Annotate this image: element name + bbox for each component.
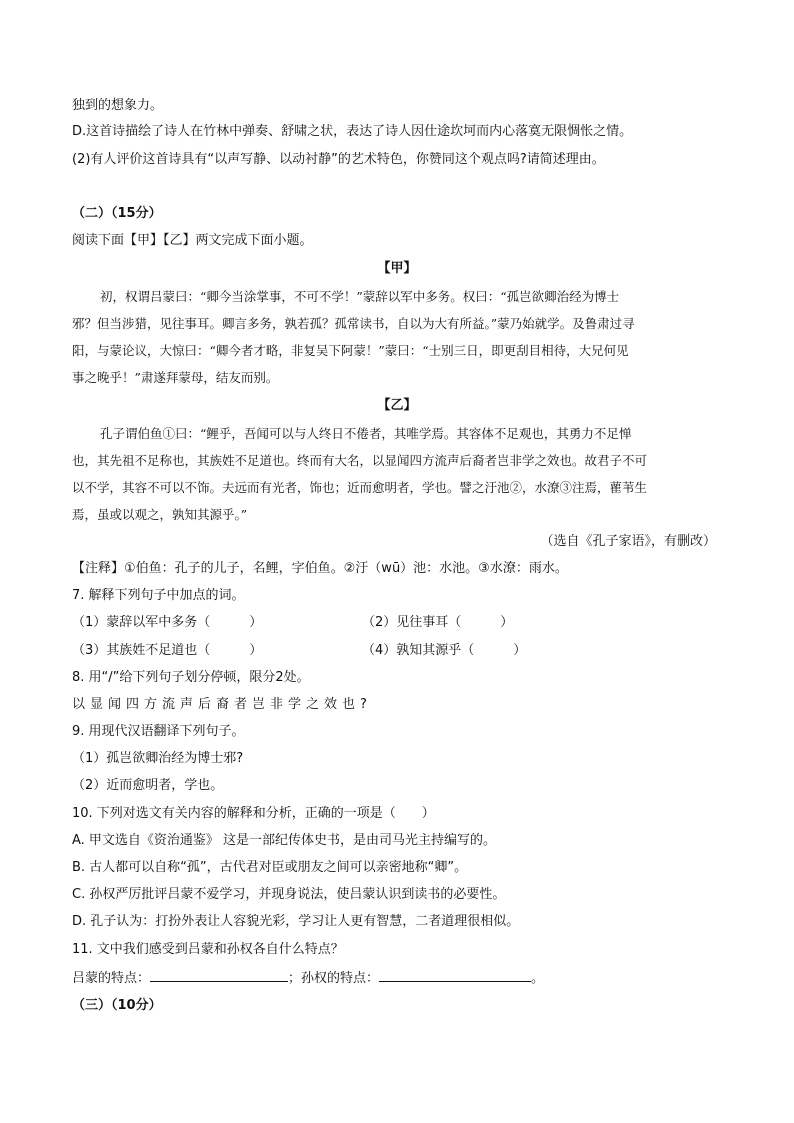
sunquan-answer-blank[interactable] — [379, 967, 531, 982]
passage-yi-title: 【乙】 — [377, 398, 417, 413]
question-7-item: （1）蒙辞以军中多务（ ） — [72, 615, 263, 630]
question-10-stem: 10. 下列对选文有关内容的解释和分析，正确的一项是（ ） — [72, 806, 435, 821]
end-punct: 。 — [531, 971, 545, 986]
passage-line: 邪？但当涉猎，见往事耳。卿言多务，孰若孤？孤常读书，自以为大有所益。”蒙乃始就学。及鲁肃过寻 — [72, 316, 635, 331]
passage-line: 初，权谓吕蒙曰：“卿今当涂掌事，不可不学！”蒙辞以军中多务。权曰：“孤岂欲卿治经为博士 — [100, 289, 620, 304]
question-8-sentence: 以显闻四方流声后裔者岂非学之效也? — [72, 697, 372, 712]
annotations: 【注释】①伯鱼：孔子的儿子，名鲤，字伯鱼。②汙（wū）池：水池。③水潦：雨水。 — [72, 561, 568, 576]
source-citation: （选自《孔子家语》，有删改） — [540, 534, 716, 549]
passage-line: 也，其先祖不足称也，其族姓不足道也。终而有大名，以显闻四方流声后裔者岂非学之效也。故君子不可 — [72, 453, 648, 468]
section-intro: 阅读下面【甲】【乙】两文完成下面小题。 — [72, 233, 313, 248]
passage-line: 事之晚乎！”肃遂拜蒙母，结友而别。 — [72, 370, 279, 385]
sunquan-label: ；孙权的特点： — [288, 971, 380, 986]
question-7-item: （4）孰知其源乎（ ） — [362, 643, 527, 658]
question-10-option-a: A. 甲文选自《资治通鉴》 这是一部纪传体史书，是由司马光主持编写的。 — [72, 833, 497, 848]
question-2-text: (2)有人评价这首诗具有“以声写静、以动衬静”的艺术特色，你赞同这个观点吗?请简述理由。 — [72, 152, 605, 167]
section-heading: （三）（10分） — [72, 998, 162, 1013]
question-11-stem: 11. 文中我们感受到吕蒙和孙权各自什么特点？ — [72, 942, 344, 957]
passage-line: 以不学，其容不可以不饰。夫远而有光者，饰也；近而愈明者，学也。譬之汙池②，水潦③注焉，雚苇生 — [72, 480, 648, 495]
passage-line: 阳，与蒙论议，大惊曰：“卿今者才略，非复吴下阿蒙！”蒙曰：“士别三日，即更刮目相待，大兄何见 — [72, 343, 629, 358]
question-7-item: （2）见往事耳（ ） — [362, 615, 514, 630]
text-line: 独到的想象力。 — [72, 98, 164, 113]
question-9-item: （1）孤岂欲卿治经为博士邪? — [72, 751, 244, 766]
option-d-text: D.这首诗描绘了诗人在竹林中弹奏、舒啸之状，表达了诗人因仕途坎坷而内心落寞无限惆怅之情。 — [72, 124, 633, 139]
question-10-option-b: B. 古人都可以自称“孤”，古代君对臣或朋友之间可以亲密地称“卿”。 — [72, 860, 468, 875]
question-9-stem: 9. 用现代汉语翻译下列句子。 — [72, 724, 245, 739]
passage-jia-title: 【甲】 — [377, 261, 417, 276]
question-10-option-c: C. 孙权严厉批评吕蒙不爱学习，并现身说法，使吕蒙认识到读书的必要性。 — [72, 887, 506, 902]
question-11-answer-line — [72, 967, 544, 989]
question-9-item: （2）近而愈明者，学也。 — [72, 778, 224, 793]
question-10-option-d: D. 孔子认为：打扮外表让人容貌光彩，学习让人更有智慧，二者道理很相似。 — [72, 914, 520, 929]
question-8-stem: 8. 用“/”给下列句子划分停顿，限分2处。 — [72, 670, 310, 685]
question-7-stem: 7. 解释下列句子中加点的词。 — [72, 588, 245, 603]
passage-line: 焉，虽或以观之，孰知其源乎。” — [72, 507, 248, 522]
section-heading: （二）（15分） — [72, 206, 162, 221]
lvmeng-answer-blank[interactable] — [150, 967, 288, 982]
question-7-item: （3）其族姓不足道也（ ） — [72, 643, 263, 658]
passage-line: 孔子谓伯鱼①曰：“鲤乎，吾闻可以与人终日不倦者，其唯学焉。其容体不足观也，其勇力不足惮 — [100, 426, 632, 441]
lvmeng-label: 吕蒙的特点： — [72, 971, 151, 986]
